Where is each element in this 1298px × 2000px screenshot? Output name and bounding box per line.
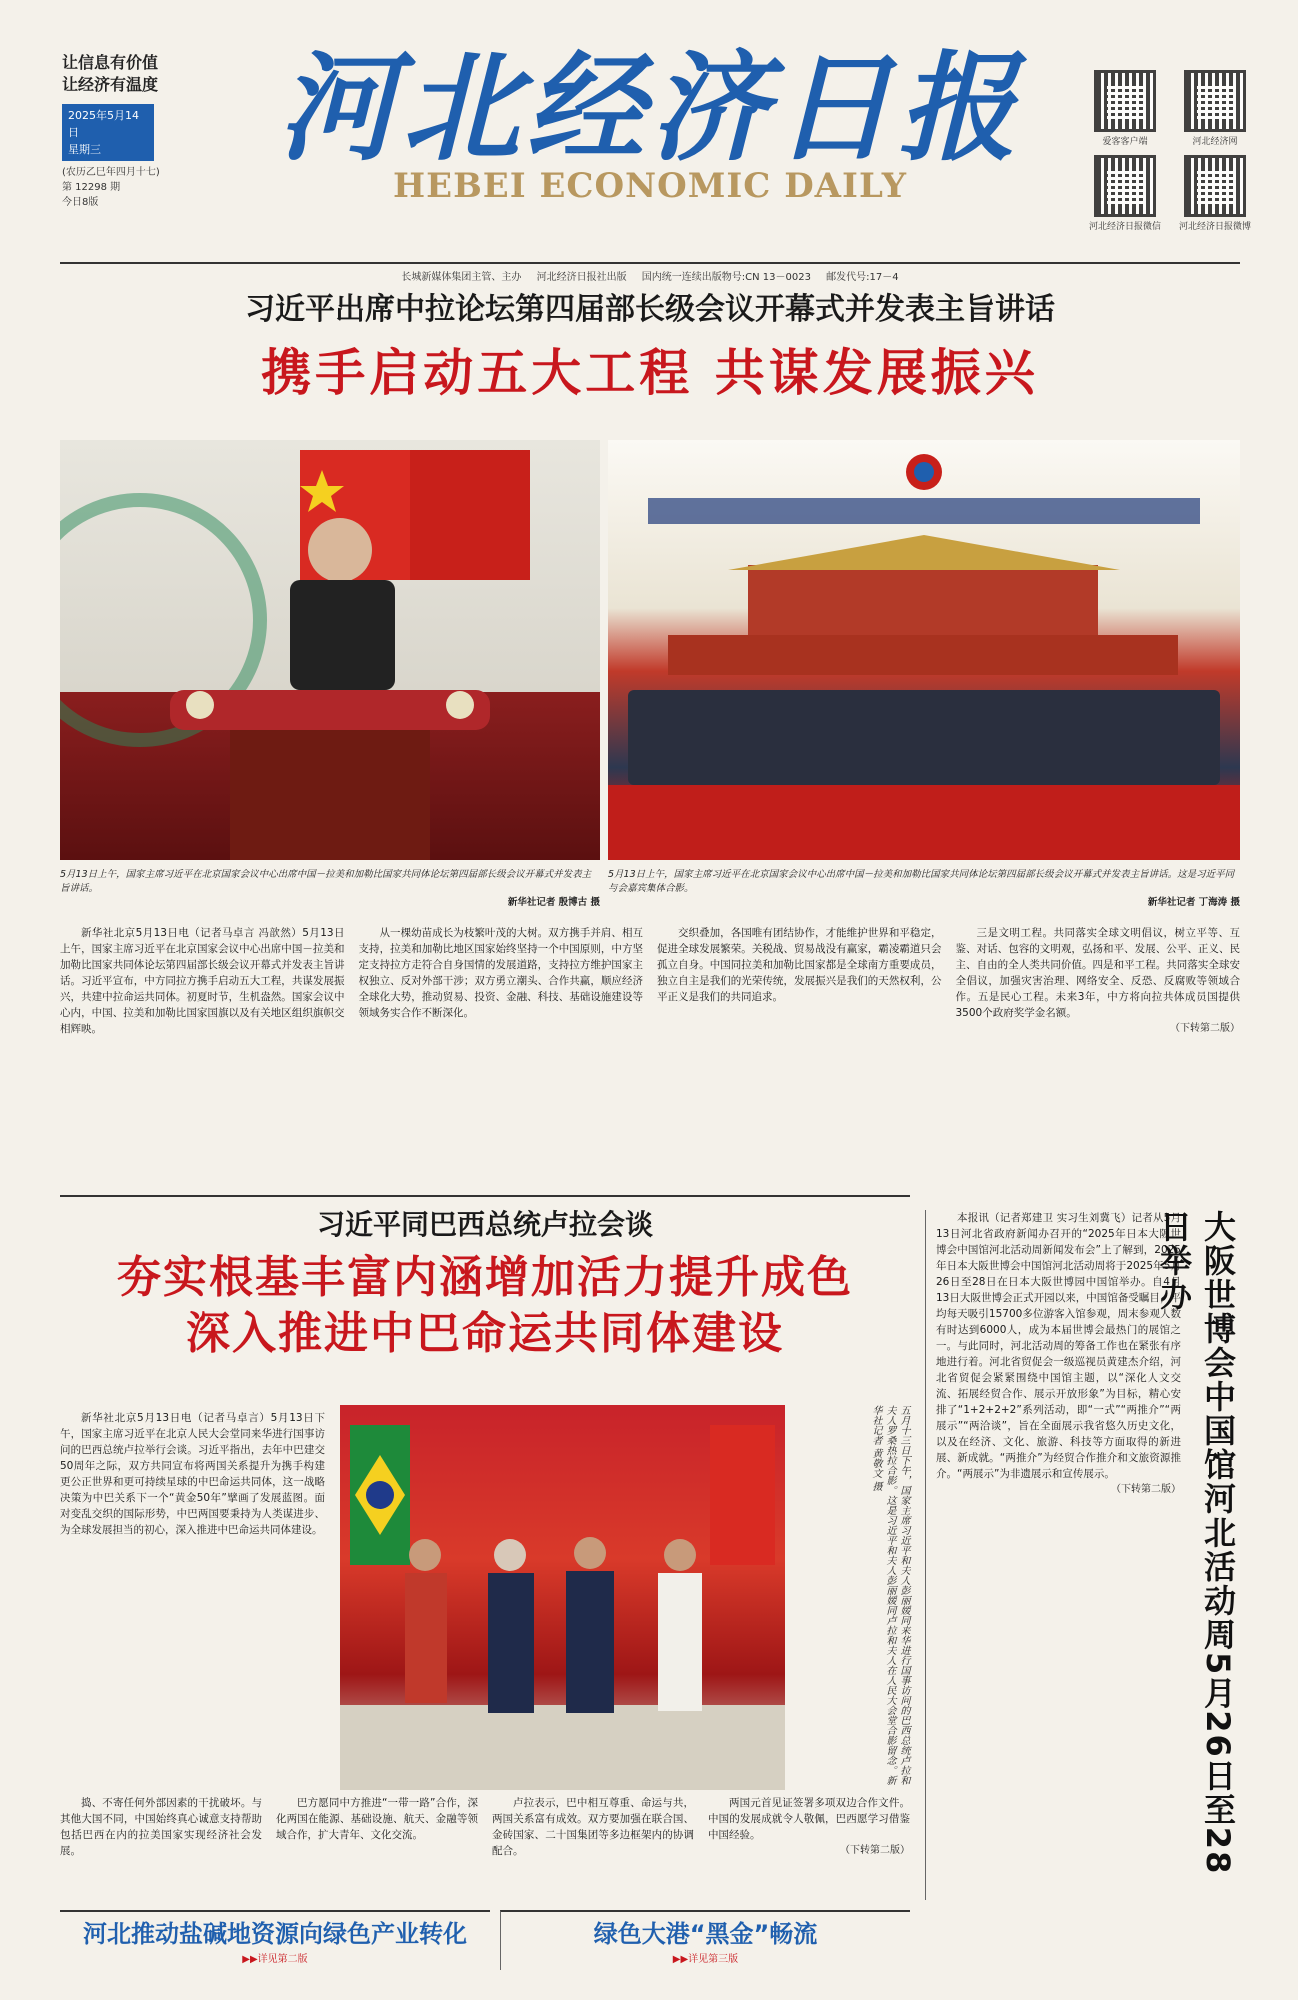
article-column: 卢拉表示，巴中相互尊重、命运与共，两国关系富有成效。双方要加强在联合国、金砖国家、二十国集团等多边框架内的协调配合。 <box>492 1797 694 1857</box>
continued-link[interactable]: （下转第二版） <box>1170 1023 1240 1034</box>
story2-body-bottom <box>60 1795 910 1905</box>
headline-line: 夯实根基丰富内涵增加活力提升成色 <box>117 1252 853 1303</box>
banner-page-link[interactable]: ▶▶详见第三版 <box>672 1954 739 1965</box>
pub-info: 长城新媒体集团主管、主办 <box>401 272 522 283</box>
qr-item[interactable] <box>1170 155 1260 232</box>
story1-body <box>60 925 1240 1185</box>
pub-info: 河北经济日报社出版 <box>536 272 627 283</box>
article-column: 本报讯（记者郑建卫 实习生刘冀飞）记者从5月13日河北省政府新闻办召开的“2025年日本大阪世博会中国馆河北活动周新闻发布会”上了解到，2025年日本大阪世博会中国馆河北活动周将于2025年5月26日至28日在日本大阪世博园中国馆举办。自4月13日大阪世博会正式开园以来，中国馆备受瞩目，平均每天吸引15700多位游客入馆参观，周末参观人数有时达到6000人，成为本届世博会最热门的展馆之一。与此同时，河北活动周的筹备工作也在紧张有序地进行着。河北省贸促会一级巡视员黄建杰介绍，河北省贸促会紧紧围绕中国馆主题，以“深化人文交流、拓展经贸合作、展示开放形象”为目标，精心安排了“1+2+2+2”系列活动，即“一式”“两推介”“两展示”“两洽谈”，旨在全面展示我省悠久历史文化，以及在经济、文化、旅游、科技等方面取得的新进展、新成就。“两推介”为经贸合作推介和文旅资源推介。“两展示”为非遗展示和宣传展示。 <box>936 1212 1181 1480</box>
banner-title: 绿色大港“黑金”畅流 <box>593 1920 818 1948</box>
article-column: 三是文明工程。共同落实全球文明倡议，树立平等、互鉴、对话、包容的文明观，弘扬和平、发展、公平、正义、民主、自由的全人类共同价值。四是和平工程。共同落实全球安全倡议，加强灾害治理、网络安全、反恐、反腐败等领域合作。五是民心工程。未来3年，中方将向拉共体成员国提供3500个政府奖学金名额。 <box>955 927 1240 1019</box>
article-column: 新华社北京5月13日电（记者马卓言 冯歆然）5月13日上午，国家主席习近平在北京国家会议中心出席中国－拉美和加勒比国家共同体论坛第四届部长级会议开幕式并发表主旨讲话。习近平宣布，中方同拉方携手启动五大工程，共谋发展振兴，共建中拉命运共同体。初夏时节，生机盎然。国家会议中心内，中国、拉美和加勒比国家国旗以及有关地区组织旗帜交相辉映。 <box>60 927 345 1035</box>
date-box <box>62 104 154 161</box>
speech-photo-caption <box>60 868 600 910</box>
article-column: 交织叠加，各国唯有团结协作，才能维护世界和平稳定，促进全球发展繁荣。关税战、贸易战没有赢家，霸凌霸道只会孤立自身。中国同拉美和加勒比国家都是全球南方重要成员，独立自主是我们的光荣传统，发展振兴是我们的天然权利，公平正义是我们的共同追求。 <box>657 927 942 1003</box>
article-column: 两国元首见证签署多项双边合作文件。中国的发展成就令人敬佩，巴西愿学习借鉴中国经验。 <box>708 1797 910 1841</box>
slogan-line1: 让信息有价值 <box>62 53 159 72</box>
continued-link[interactable]: （下转第二版） <box>840 1845 910 1856</box>
qr-label: 河北经济网 <box>1192 137 1238 147</box>
group-photo-illustration <box>608 440 1240 860</box>
qr-code-icon <box>1184 155 1246 217</box>
slogan-line2: 让经济有温度 <box>62 75 159 94</box>
qr-label: 河北经济日报微博 <box>1178 222 1251 232</box>
section-divider <box>60 1195 910 1197</box>
photo-credit: 新华社记者 丁海涛 摄 <box>1147 897 1240 908</box>
pub-info: 邮发代号:17－4 <box>826 272 899 283</box>
story2-body-left <box>60 1410 325 1780</box>
side-story <box>925 1210 1240 1900</box>
qr-item[interactable] <box>1080 155 1170 232</box>
group-photo <box>608 440 1240 860</box>
issue-number: 第 12298 期 <box>62 182 121 193</box>
speech-photo <box>60 440 600 860</box>
article-column: 从一棵幼苗成长为枝繁叶茂的大树。双方携手并肩、相互支持，拉美和加勒比地区国家始终坚持一个中国原则，中方坚定支持拉方走符合自身国情的发展道路，支持拉方维护国家主权独立、反对外部干涉；双方勇立潮头、合作共赢，顺应经济全球化大势，推动贸易、投资、金融、科技、基础设施建设等领域务实合作不断深化。 <box>358 927 643 1019</box>
article-column: 新华社北京5月13日电（记者马卓言）5月13日下午，国家主席习近平在北京人民大会堂同来华进行国事访问的巴西总统卢拉举行会谈。习近平指出，去年中巴建交50周年之际，双方共同宣布将两国关系提升为携手构建更公正世界和更可持续星球的中巴命运共同体，这一战略决策为中巴关系下一个“黄金50年”擘画了发展蓝图。面对变乱交织的国际形势，中巴两国要秉持为人类谋进步、为全球发展担当的初心，深入推进中巴命运共同体建设。 <box>60 1412 325 1536</box>
qr-code-icon <box>1184 70 1246 132</box>
page-count: 今日8版 <box>62 197 99 208</box>
leaders-photo-illustration <box>340 1405 785 1790</box>
qr-label: 爱客客户端 <box>1102 137 1148 147</box>
story1-headline[interactable]: 携手启动五大工程 共谋发展振兴 <box>261 344 1039 402</box>
pub-info: 国内统一连续出版物号:CN 13－0023 <box>641 272 811 283</box>
weekday: 星期三 <box>68 143 101 156</box>
side-story-headline[interactable]: 大阪世博会中国馆河北活动周5月26日至28日举办 <box>1155 1210 1237 1876</box>
qr-item[interactable] <box>1080 70 1170 147</box>
photo-credit: 新华社记者 殷博古 摄 <box>507 897 600 908</box>
newspaper-title-cn: 河北经济日报 <box>277 38 1022 177</box>
story1-subhead: 习近平出席中拉论坛第四届部长级会议开幕式并发表主旨讲话 <box>245 292 1055 327</box>
qr-code-grid <box>1080 70 1260 232</box>
newspaper-title-en: HEBEI ECONOMIC DAILY <box>393 166 907 206</box>
leaders-photo-caption: 五月十三日下午，国家主席习近平和夫人彭丽媛同来华进行国事访问的巴西总统卢拉和夫人罗桑热拉合影。这是习近平和夫人彭丽媛同卢拉和夫人在人民大会堂合影留念。新华社记者 黄敬文 摄 <box>870 1405 909 1785</box>
publication-line <box>60 262 1240 283</box>
bottom-banner-left[interactable] <box>60 1910 490 1970</box>
headline-line: 深入推进中巴命运共同体建设 <box>186 1308 784 1359</box>
side-story-body <box>936 1210 1181 1890</box>
article-column: 捣、不寄任何外部因素的干扰破坏。与其他大国不同，中国始终真心诚意支持帮助包括巴西在内的拉美国家实现经济社会发展。 <box>60 1797 262 1857</box>
masthead-info <box>62 52 162 210</box>
speech-photo-illustration <box>60 440 600 860</box>
banner-page-link[interactable]: ▶▶详见第二版 <box>242 1954 308 1965</box>
qr-label: 河北经济日报微信 <box>1088 222 1161 232</box>
leaders-photo <box>340 1405 785 1790</box>
qr-code-icon <box>1094 70 1156 132</box>
qr-item[interactable] <box>1170 70 1260 147</box>
caption-text: 5月13日上午，国家主席习近平在北京国家会议中心出席中国－拉美和加勒比国家共同体论坛第四届部长级会议开幕式并发表主旨讲话。 <box>60 869 592 894</box>
lunar-date: (农历乙巳年四月十七) <box>62 167 160 178</box>
story2-headline[interactable] <box>60 1250 910 1362</box>
caption-text: 5月13日上午，国家主席习近平在北京国家会议中心出席中国－拉美和加勒比国家共同体论坛第四届部长级会议开幕式并发表主旨讲话。这是习近平同与会嘉宾集体合影。 <box>608 869 1235 894</box>
qr-code-icon <box>1094 155 1156 217</box>
group-photo-caption <box>608 868 1240 910</box>
date: 2025年5月14日 <box>68 109 139 139</box>
story2-subhead: 习近平同巴西总统卢拉会谈 <box>316 1208 653 1241</box>
article-column: 巴方愿同中方推进“一带一路”合作，深化两国在能源、基础设施、航天、金融等领域合作，扩大青年、文化交流。 <box>276 1797 478 1841</box>
masthead-title <box>270 38 1030 204</box>
continued-link[interactable]: （下转第二版） <box>1111 1484 1181 1495</box>
bottom-banner-right[interactable] <box>500 1910 910 1970</box>
banner-title: 河北推动盐碱地资源向绿色产业转化 <box>83 1920 467 1948</box>
